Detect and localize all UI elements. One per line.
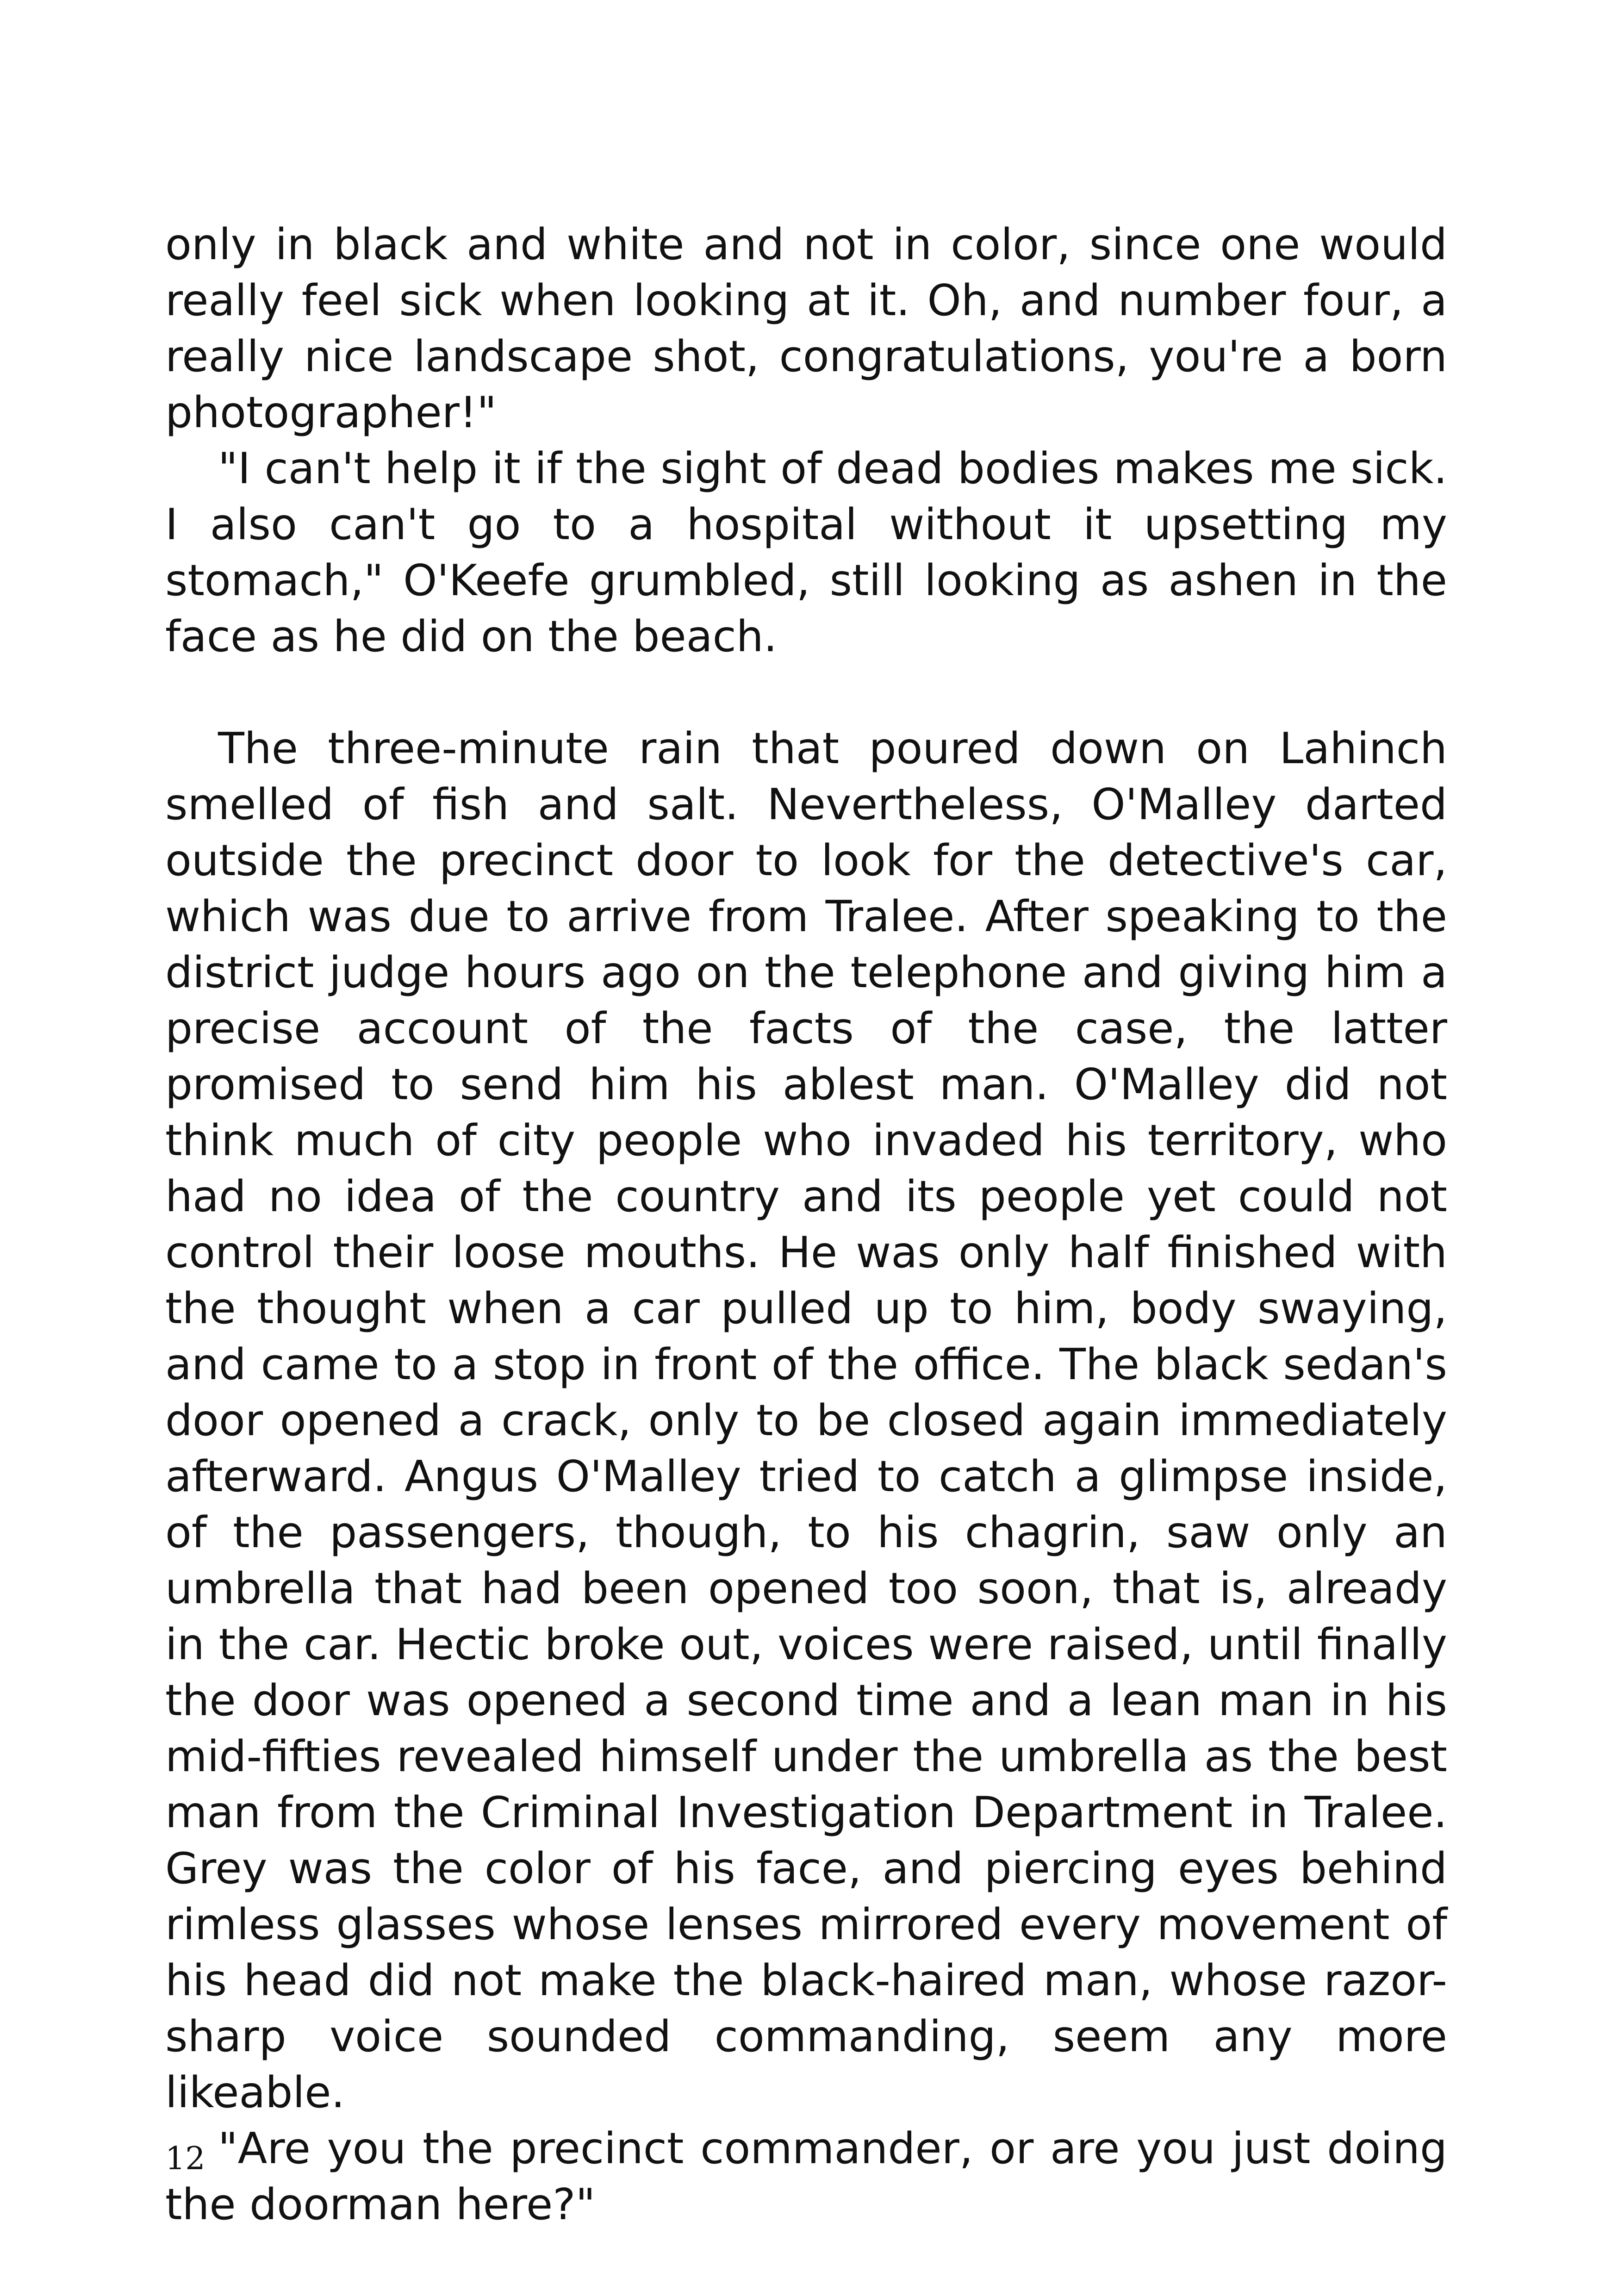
paragraph-continuation: only in black and white and not in color, since one would really feel sick when looking at it. Oh, and number four, a really nice landscape shot, congratulations, you're a born photographer!" bbox=[165, 219, 1447, 437]
body-text bbox=[165, 217, 1447, 2233]
paragraph-rain-scene: The three-minute rain that poured down on Lahinch smelled of fish and salt. Nevertheless, O'Malley darted outside the precinct door to look for the detective's car, which was due to arrive from Tralee. After speaking to the district judge hours ago on the telephone and giving him a precise account of the facts of the case, the latter promised to send him his ablest man. O'Malley did not think much of city people who invaded his territory, who had no idea of the country and its people yet could not control their loose mouths. He was only half finished with the thought when a car pulled up to him, body swaying, and came to a stop in front of the office. The black sedan's door opened a crack, only to be closed again immediately afterward. Angus O'Malley tried to catch a glimpse inside, of the passengers, though, to his chagrin, saw only an umbrella that had been opened too soon, that is, already in the car. Hectic broke out, voices were raised, until finally the door was opened a second time and a lean man in his mid-fifties revealed himself under the umbrella as the best man from the Criminal Investigation Department in Tralee. Grey was the color of his face, and piercing eyes behind rimless glasses whose lenses mirrored every movement of his head did not make the black-haired man, whose razor-sharp voice sounded commanding, seem any more likeable. bbox=[165, 723, 1447, 2117]
paragraph-detective-question: "Are you the precinct commander, or are you just doing the doorman here?" bbox=[165, 2123, 1447, 2229]
paragraph-okeefe-reply: "I can't help it if the sight of dead bodies makes me sick. I also can't go to a hospital without it upsetting my stomach," O'Keefe grumbled, still looking as ashen in the face as he did on the beach. bbox=[165, 443, 1447, 661]
page-number: 12 bbox=[165, 2140, 205, 2177]
